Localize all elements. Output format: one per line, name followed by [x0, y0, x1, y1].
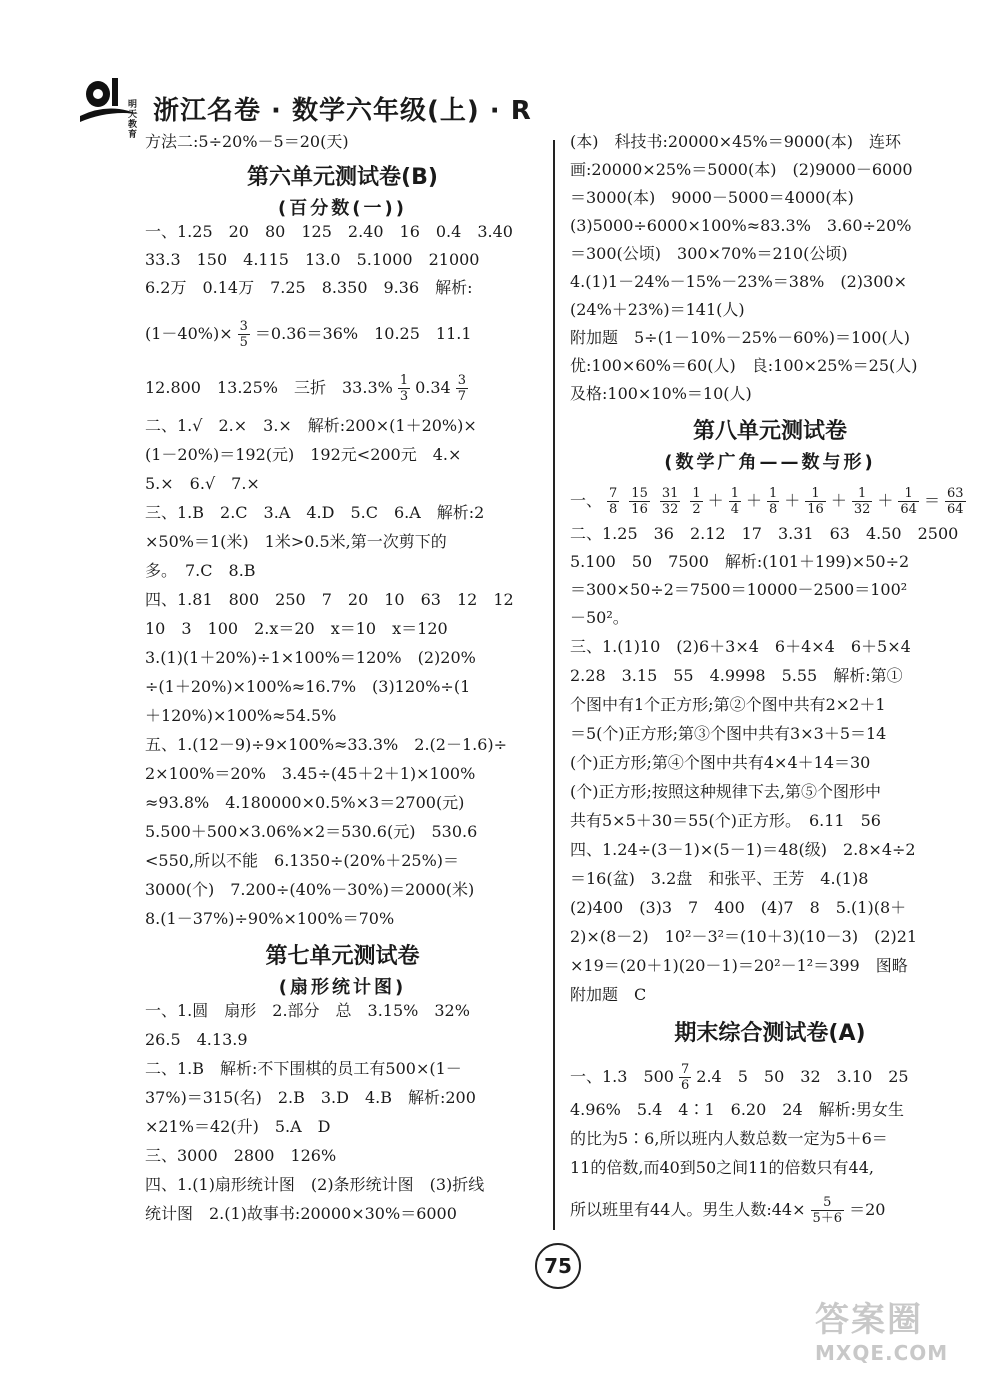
answer-line: 26.5 4.13.9 [145, 1030, 248, 1049]
fraction: $\frac{7}{6}$ [681, 1061, 690, 1093]
section-title: 第七单元测试卷 [265, 944, 420, 969]
answer-line: (3)5000÷6000×100%≈83.3% 3.60÷20% [570, 216, 912, 235]
fraction: $\frac{3}{5}$ [239, 318, 248, 350]
answer-line: ×19＝(20＋1)(20－1)＝20²－1²＝399 图略 [570, 956, 908, 975]
answer-line: 附加题 C [570, 985, 647, 1004]
answer-line: 37%)＝315(名) 2.B 3.D 4.B 解析:200 [145, 1088, 476, 1107]
answer-line: 2.28 3.15 55 4.9998 5.55 解析:第① [570, 666, 903, 685]
answer-line: 五、1.(12－9)÷9×100%≈33.3% 2.(2－1.6)÷ [145, 735, 508, 754]
answer-line: 3.(1)(1＋20%)÷1×100%＝120% (2)20% [145, 648, 476, 667]
fraction: $\frac{1}{16}$ [807, 485, 824, 517]
answer-line: 四、1.(1)扇形统计图 (2)条形统计图 (3)折线 [145, 1175, 485, 1194]
answer-line: (个)正方形;按照这种规律下去,第⑤个图形中 [570, 782, 881, 801]
answer-line: 多。 7.C 8.B [145, 561, 256, 580]
answer-line: 11的倍数,而40到50之间11的倍数只有44, [570, 1158, 874, 1177]
fraction: $\frac{63}{64}$ [946, 485, 964, 517]
fraction: $\frac{3}{7}$ [457, 372, 467, 404]
answer-line: －50²。 [570, 608, 629, 627]
answer-text: 2.4 5 50 32 3.10 25 [696, 1067, 909, 1086]
answer-line: 10 3 100 2.x＝20 x＝10 x＝120 [145, 619, 448, 638]
answer-line: 个图中有1个正方形;第②个图中共有2×2＋1 [570, 695, 886, 714]
answer-line: (个)正方形;第④个图中共有4×4＋14＝30 [570, 753, 871, 772]
section-title: 第八单元测试卷 [692, 419, 847, 444]
section-subtitle: (扇形统计图) [278, 977, 407, 998]
fraction: $\frac{1}{32}$ [853, 485, 871, 517]
answer-text: 一、1.3 500 [570, 1067, 674, 1086]
answer-line: ÷(1＋20%)×100%≈16.7% (3)120%÷(1 [145, 677, 471, 696]
answer-line: 5.500＋500×3.06%×2＝530.6(元) 530.6 [145, 822, 478, 841]
answer-text: ＝0.36＝36% 10.25 11.1 [254, 324, 472, 343]
answer-line: 画:20000×25%＝5000(本) (2)9000－6000 [570, 160, 913, 179]
answer-line: 四、1.24÷(3－1)×(5－1)＝48(级) 2.8×4÷2 [570, 840, 916, 859]
section-subtitle: (百分数(一)) [278, 198, 407, 219]
fraction: $\frac{5}{5+6}$ [812, 1194, 843, 1226]
fraction: $\frac{1}{64}$ [900, 485, 917, 517]
fraction: $\frac{1}{8}$ [768, 485, 778, 517]
fraction: $\frac{15}{16}$ [631, 485, 648, 517]
answer-line: 4.(1)1－24%－15%－23%＝38% (2)300× [570, 272, 907, 291]
answer-line: 四、1.81 800 250 7 20 10 63 12 12 [145, 590, 514, 609]
answer-line: 一、1.圆 扇形 2.部分 总 3.15% 32% [145, 1001, 470, 1020]
answer-line: 及格:100×10%＝10(人) [570, 384, 752, 403]
plus-sign: ＋ [745, 491, 762, 510]
answer-line: 二、1.√ 2.× 3.× 解析:200×(1＋20%)× [145, 416, 477, 435]
plus-sign: ＋ [877, 491, 894, 510]
answer-line: 3000(个) 7.200÷(40%－30%)＝2000(米) [145, 880, 475, 899]
answer-line: (2)400 (3)3 7 400 (4)7 8 5.(1)(8＋ [570, 898, 907, 917]
answer-line: ×50%＝1(米) 1米>0.5米,第一次剪下的 [145, 532, 447, 551]
answer-line: 的比为5∶6,所以班内人数总数一定为5＋6＝ [570, 1129, 888, 1148]
answer-line: ≈93.8% 4.180000×0.5%×3＝2700(元) [145, 793, 465, 812]
section-title: 期末综合测试卷(A) [674, 1021, 866, 1046]
answer-line: (1－20%)＝192(元) 192元<200元 4.× [145, 445, 462, 464]
answer-line [570, 478, 970, 524]
answer-line: 统计图 2.(1)故事书:20000×30%＝6000 [145, 1204, 457, 1223]
answer-line: 二、1.25 36 2.12 17 3.31 63 4.50 2500 [570, 524, 959, 543]
watermark [815, 1300, 990, 1372]
answer-text: (1－40%)× [145, 324, 233, 343]
fraction: $\frac{1}{4}$ [730, 485, 739, 517]
fraction: $\frac{31}{32}$ [661, 485, 679, 517]
answer-line: <550,所以不能 6.1350÷(20%＋25%)＝ [145, 851, 460, 870]
page-number: 75 [535, 1243, 581, 1289]
answer-line: 5.100 50 7500 解析:(101＋199)×50÷2 [570, 552, 910, 571]
answer-line: (24%＋23%)＝141(人) [570, 300, 745, 319]
answer-line: (本) 科技书:20000×45%＝9000(本) 连环 [570, 132, 901, 151]
answer-line [145, 308, 540, 360]
answer-line: ＝300×50÷2＝7500＝10000－2500＝100² [570, 580, 908, 599]
answer-text: ＝20 [849, 1200, 886, 1219]
answer-line: 优:100×60%＝60(人) 良:100×25%＝25(人) [570, 356, 918, 375]
answer-line: ＝3000(本) 9000－5000＝4000(本) [570, 188, 854, 207]
answer-line [570, 1054, 970, 1100]
fraction: $\frac{1}{3}$ [399, 372, 409, 404]
left-column [145, 132, 540, 1233]
plus-sign: ＋ [830, 491, 847, 510]
answer-line: 8.(1－37%)÷90%×100%＝70% [145, 909, 395, 928]
answer-line: 共有5×5＋30＝55(个)正方形。 6.11 56 [570, 811, 881, 830]
logo-text: 明天教育 [128, 100, 138, 140]
answer-line: 一、1.25 20 80 125 2.40 16 0.4 3.40 [145, 222, 513, 241]
plus-sign: ＋ [707, 491, 724, 510]
fraction: $\frac{7}{8}$ [609, 485, 618, 517]
answer-text: 一、 [570, 491, 603, 510]
column-divider [553, 140, 555, 1230]
right-column [570, 132, 970, 1233]
plus-sign: ＋ [784, 491, 801, 510]
answer-line: ＝16(盆) 3.2盘 和张平、王芳 4.(1)8 [570, 869, 869, 888]
answer-line: ×21%＝42(升) 5.A D [145, 1117, 331, 1136]
answer-text: 12.800 13.25% 三折 33.3% [145, 378, 393, 397]
page-header [78, 72, 548, 140]
watermark-url: MXQE.COM [815, 1341, 949, 1365]
fraction: $\frac{1}{2}$ [692, 485, 701, 517]
answer-line: ＝300(公顷) 300×70%＝210(公顷) [570, 244, 848, 263]
answer-line: ＝5(个)正方形;第③个图中共有3×3＋5＝14 [570, 724, 887, 743]
answer-line [145, 360, 540, 416]
answer-line: 二、1.B 解析:不下围棋的员工有500×(1－ [145, 1059, 462, 1078]
section-subtitle: (数学广角——数与形) [664, 452, 876, 473]
answer-line [570, 1187, 970, 1233]
answer-line: 5.× 6.√ 7.× [145, 474, 260, 493]
equals-sign: ＝ [923, 491, 940, 510]
answer-line: 2×100%＝20% 3.45÷(45＋2＋1)×100% [145, 764, 476, 783]
answer-line: 33.3 150 4.115 13.0 5.1000 21000 [145, 250, 480, 269]
answer-line: 4.96% 5.4 4∶1 6.20 24 解析:男女生 [570, 1100, 905, 1119]
answer-line: ＋120%)×100%≈54.5% [145, 706, 337, 725]
answer-line: 三、1.B 2.C 3.A 4.D 5.C 6.A 解析:2 [145, 503, 485, 522]
answer-line: 三、1.(1)10 (2)6＋3×4 6＋4×4 6＋5×4 [570, 637, 911, 656]
answer-line: 方法二:5÷20%－5＝20(天) [145, 132, 349, 151]
book-title: 浙江名卷 · 数学六年级(上) · R [153, 96, 532, 126]
section-title: 第六单元测试卷(B) [247, 165, 438, 190]
answer-text: 所以班里有44人。男生人数:44× [570, 1200, 806, 1219]
answer-line: 三、3000 2800 126% [145, 1146, 337, 1165]
answer-line: 2)×(8－2) 10²－3²＝(10＋3)(10－3) (2)21 [570, 927, 918, 946]
answer-line: 6.2万 0.14万 7.25 8.350 9.36 解析: [145, 278, 473, 297]
answer-line: 附加题 5÷(1－10%－25%－60%)＝100(人) [570, 328, 910, 347]
watermark-text: 答案圈 [815, 1300, 923, 1340]
answer-text: 0.34 [415, 378, 451, 397]
